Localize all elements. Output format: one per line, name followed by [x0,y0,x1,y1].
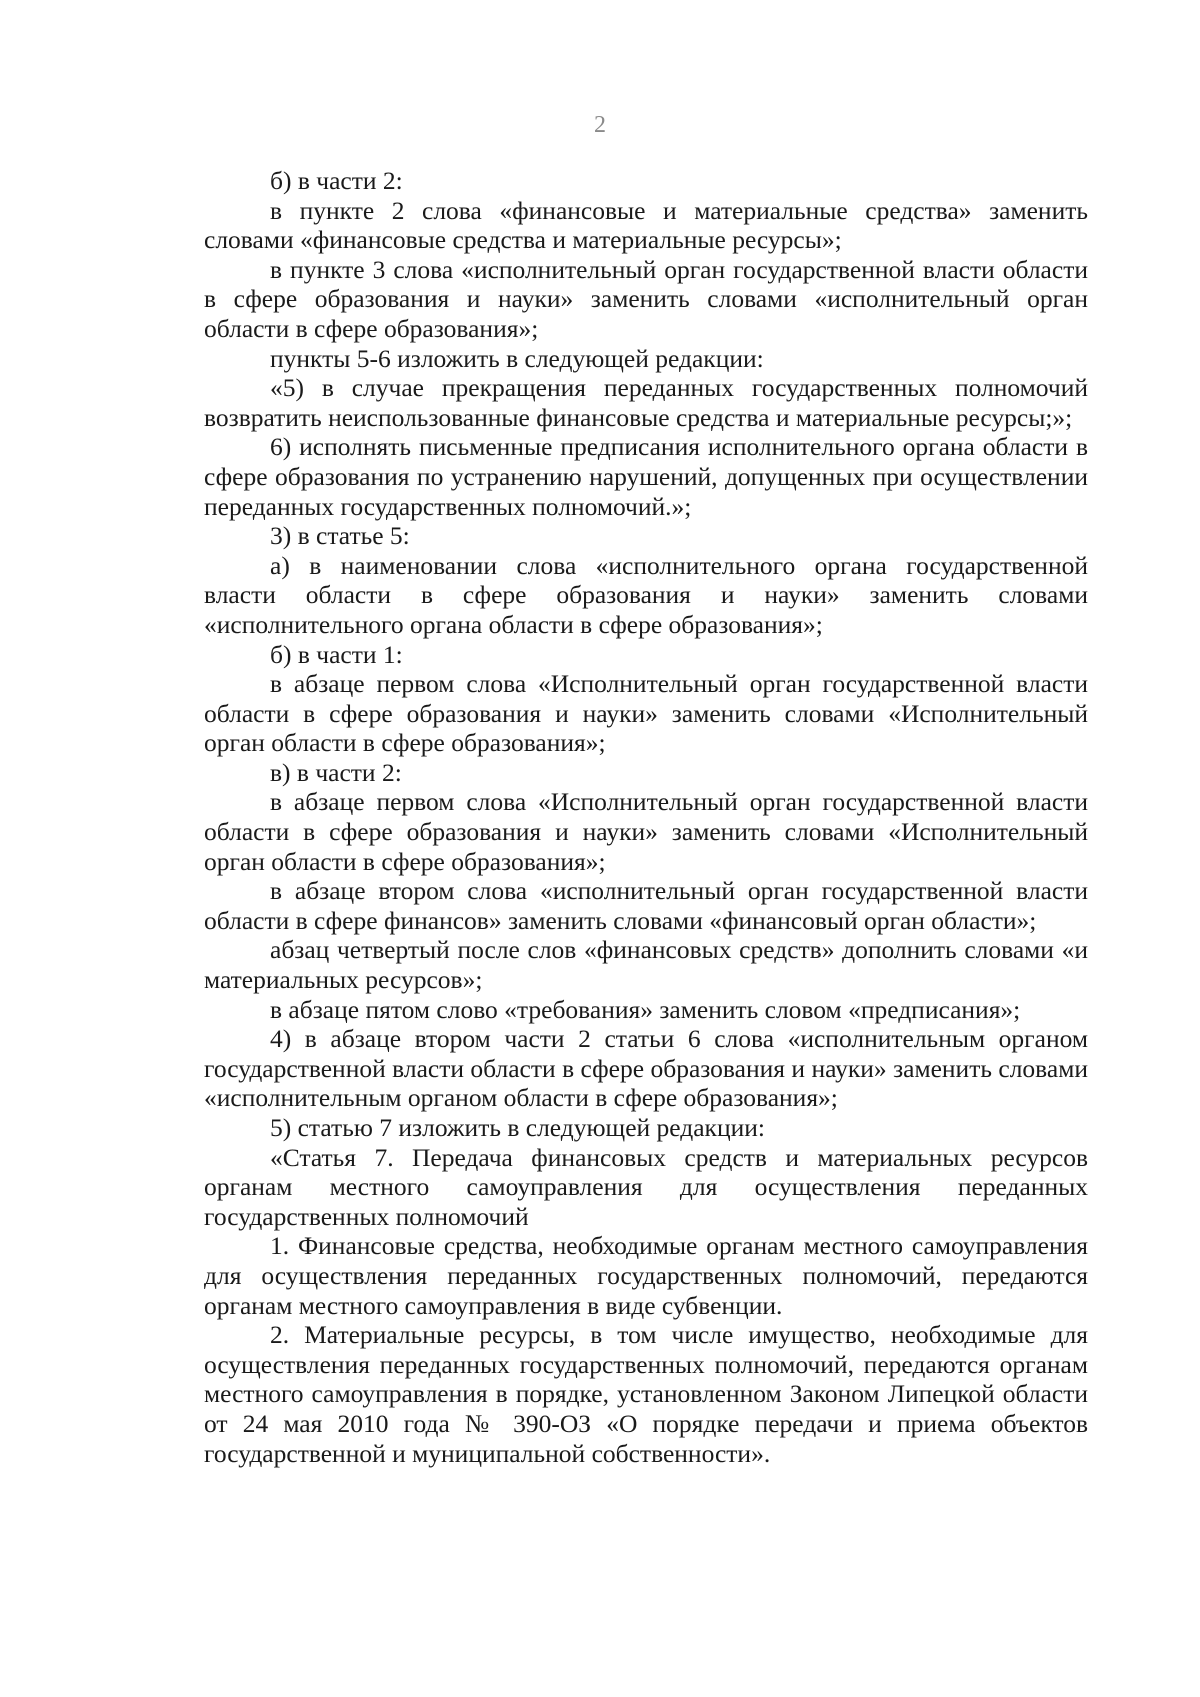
paragraph: б) в части 2: [270,166,403,195]
paragraph: 6) исполнять письменные предписания исполнительного органа области в сфере образования по устранению нарушений, допущенных при осуществлении переданных государственных полномочий.»; [204,432,1088,521]
paragraph: 5) статью 7 изложить в следующей редакции: [270,1113,765,1142]
paragraph: в абзаце первом слова «Исполнительный орган государственной власти области в сфере образования и науки» заменить словами «Исполнительный орган области в сфере образования»; [204,787,1088,876]
page-number: 2 [594,112,606,138]
paragraph: «Статья 7. Передача финансовых средств и материальных ресурсов органам местного самоуправления для осуществления переданных государственных полномочий [204,1142,1088,1231]
paragraph: в абзаце пятом слово «требования» заменить словом «предписания»; [270,994,1021,1024]
paragraph: в пункте 3 слова «исполнительный орган государственной власти области в сфере образования и науки» заменить словами «исполнительный орган области в сфере образования»; [204,254,1088,343]
paragraph: в абзаце втором слова «исполнительный орган государственной власти области в сфере финансов» заменить словами «финансовый орган области»; [204,876,1088,935]
paragraph: а) в наименовании слова «исполнительного органа государственной власти области в сфере образования и науки» заменить словами «исполнительного органа области в сфере образования»; [204,550,1088,639]
paragraph: б) в части 1: [270,639,403,669]
paragraph: 3) в статье 5: [270,521,410,551]
paragraph: 1. Финансовые средства, необходимые органам местного самоуправления для осуществления переданных государственных полномочий, передаются органам местного самоуправления в виде субвенции. [204,1231,1088,1320]
paragraph: в) в части 2: [270,757,402,787]
paragraph: «5) в случае прекращения переданных государственных полномочий возвратить неиспользованные финансовые средства и материальные ресурсы;»; [204,373,1088,432]
paragraph: 2. Материальные ресурсы, в том числе имущество, необходимые для осуществления переданных государственных полномочий, передаются органам местного самоуправления в порядке, установленном Законом Липецкой области от 24 мая 2010 года № 390-ОЗ «О порядке передачи и приема объектов государственной и муниципальной собственности». [204,1320,1088,1468]
paragraph: в абзаце первом слова «Исполнительный орган государственной власти области в сфере образования и науки» заменить словами «Исполнительный орган области в сфере образования»; [204,669,1088,758]
paragraph: в пункте 2 слова «финансовые и материальные средства» заменить словами «финансовые средства и материальные ресурсы»; [204,195,1088,255]
paragraph: абзац четвертый после слов «финансовых средств» дополнить словами «и материальных ресурсов»; [204,935,1088,995]
paragraph: 4) в абзаце втором части 2 статьи 6 слова «исполнительным органом государственной власти области в сфере образования и науки» заменить словами «исполнительным органом области в сфере образования»; [204,1024,1088,1113]
paragraph: пункты 5-6 изложить в следующей редакции: [270,343,764,373]
document-body [204,166,1088,1468]
